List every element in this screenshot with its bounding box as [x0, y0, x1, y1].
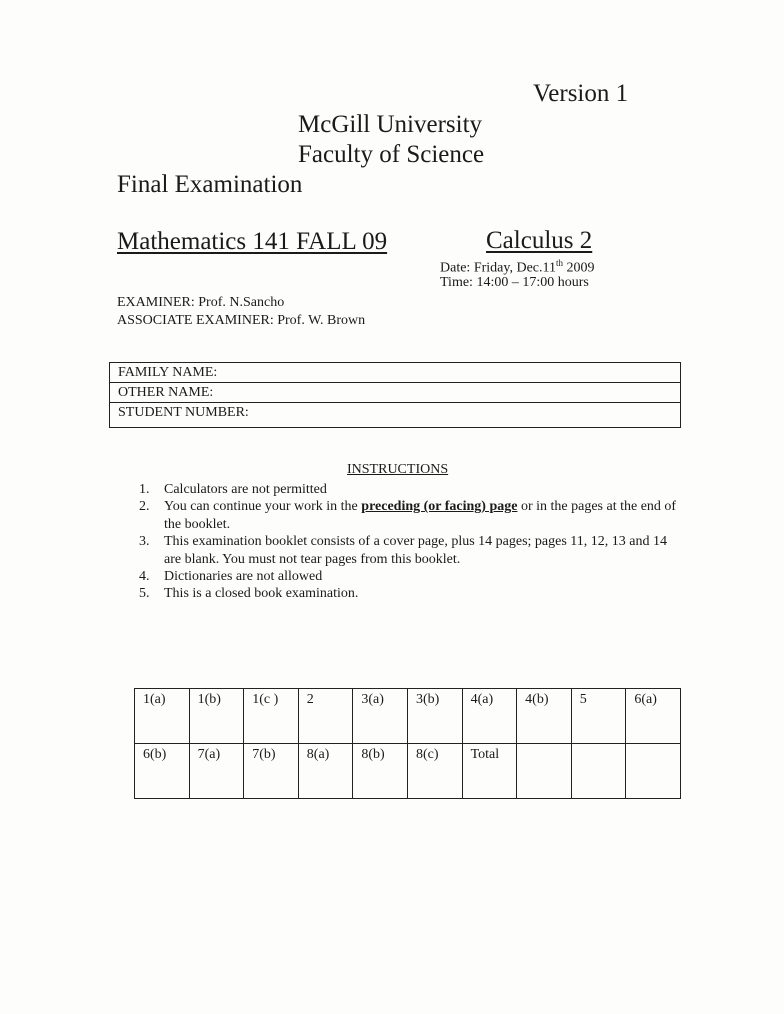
- total-cell: Total: [462, 744, 517, 799]
- score-cell: 3(a): [353, 689, 408, 744]
- student-info-box: [109, 362, 681, 428]
- list-item-number: 5.: [139, 586, 150, 602]
- score-cell: 4(a): [462, 689, 517, 744]
- examiner: EXAMINER: Prof. N.Sancho: [117, 295, 285, 310]
- list-item-text: [164, 498, 679, 533]
- exam-type: Final Examination: [117, 171, 303, 198]
- score-cell: 3(b): [407, 689, 462, 744]
- score-cell: 8(c): [407, 744, 462, 799]
- score-cell: 1(b): [189, 689, 244, 744]
- score-cell: 7(b): [244, 744, 299, 799]
- list-item: [139, 533, 679, 568]
- score-cell: 1(a): [135, 689, 190, 744]
- date-year: 2009: [563, 260, 595, 276]
- score-cell: [626, 744, 681, 799]
- version-label: Version 1: [533, 80, 629, 107]
- list-item-text: This is a closed book examination.: [164, 586, 359, 602]
- score-cell: [571, 744, 626, 799]
- list-item: [139, 481, 679, 498]
- instructions-heading: INSTRUCTIONS: [347, 462, 449, 477]
- faculty-name: Faculty of Science: [298, 141, 485, 168]
- score-cell: 1(c ): [244, 689, 299, 744]
- date-suffix: th: [555, 258, 563, 268]
- date-prefix: Date: Friday, Dec.11: [440, 260, 556, 276]
- family-name-field[interactable]: FAMILY NAME:: [110, 363, 680, 383]
- list-item-text: This examination booklet consists of a cover page, plus 14 pages; pages 11, 12, 13 and 14 are blank. You must not tear pages from this booklet.: [164, 534, 667, 567]
- score-cell: 7(a): [189, 744, 244, 799]
- score-cell: 6(b): [135, 744, 190, 799]
- list-item-text: Calculators are not permitted: [164, 482, 327, 497]
- exam-date: [440, 258, 595, 277]
- student-number-field[interactable]: STUDENT NUMBER:: [118, 405, 249, 420]
- list-item: [139, 498, 679, 533]
- score-cell: 4(b): [517, 689, 572, 744]
- text-pre: You can continue your work in the: [164, 499, 362, 515]
- university-name: McGill University: [298, 111, 483, 138]
- list-item-number: 1.: [139, 482, 150, 497]
- score-table: [134, 688, 681, 799]
- course-name: Mathematics 141 FALL 09: [117, 228, 388, 255]
- score-cell: 6(a): [626, 689, 681, 744]
- score-cell: [517, 744, 572, 799]
- list-item-number: 2.: [139, 499, 150, 515]
- instructions-list: [139, 481, 679, 603]
- list-item: [139, 585, 679, 602]
- score-cell: 5: [571, 689, 626, 744]
- other-name-field[interactable]: OTHER NAME:: [110, 383, 680, 403]
- table-row: [135, 689, 681, 744]
- score-cell: 8(b): [353, 744, 408, 799]
- associate-examiner: ASSOCIATE EXAMINER: Prof. W. Brown: [117, 313, 366, 328]
- score-cell: 2: [298, 689, 353, 744]
- exam-time: Time: 14:00 – 17:00 hours: [440, 275, 589, 290]
- list-item-number: 4.: [139, 569, 150, 585]
- course-title: Calculus 2: [486, 227, 593, 254]
- emphasis-text: preceding (or facing) page: [361, 499, 518, 515]
- list-item: [139, 568, 679, 585]
- list-item-number: 3.: [139, 534, 150, 550]
- score-cell: 8(a): [298, 744, 353, 799]
- table-row: [135, 744, 681, 799]
- text-post: or in the pages at the end of the booklet.: [164, 499, 677, 532]
- list-item-text: Dictionaries are not allowed: [164, 569, 323, 585]
